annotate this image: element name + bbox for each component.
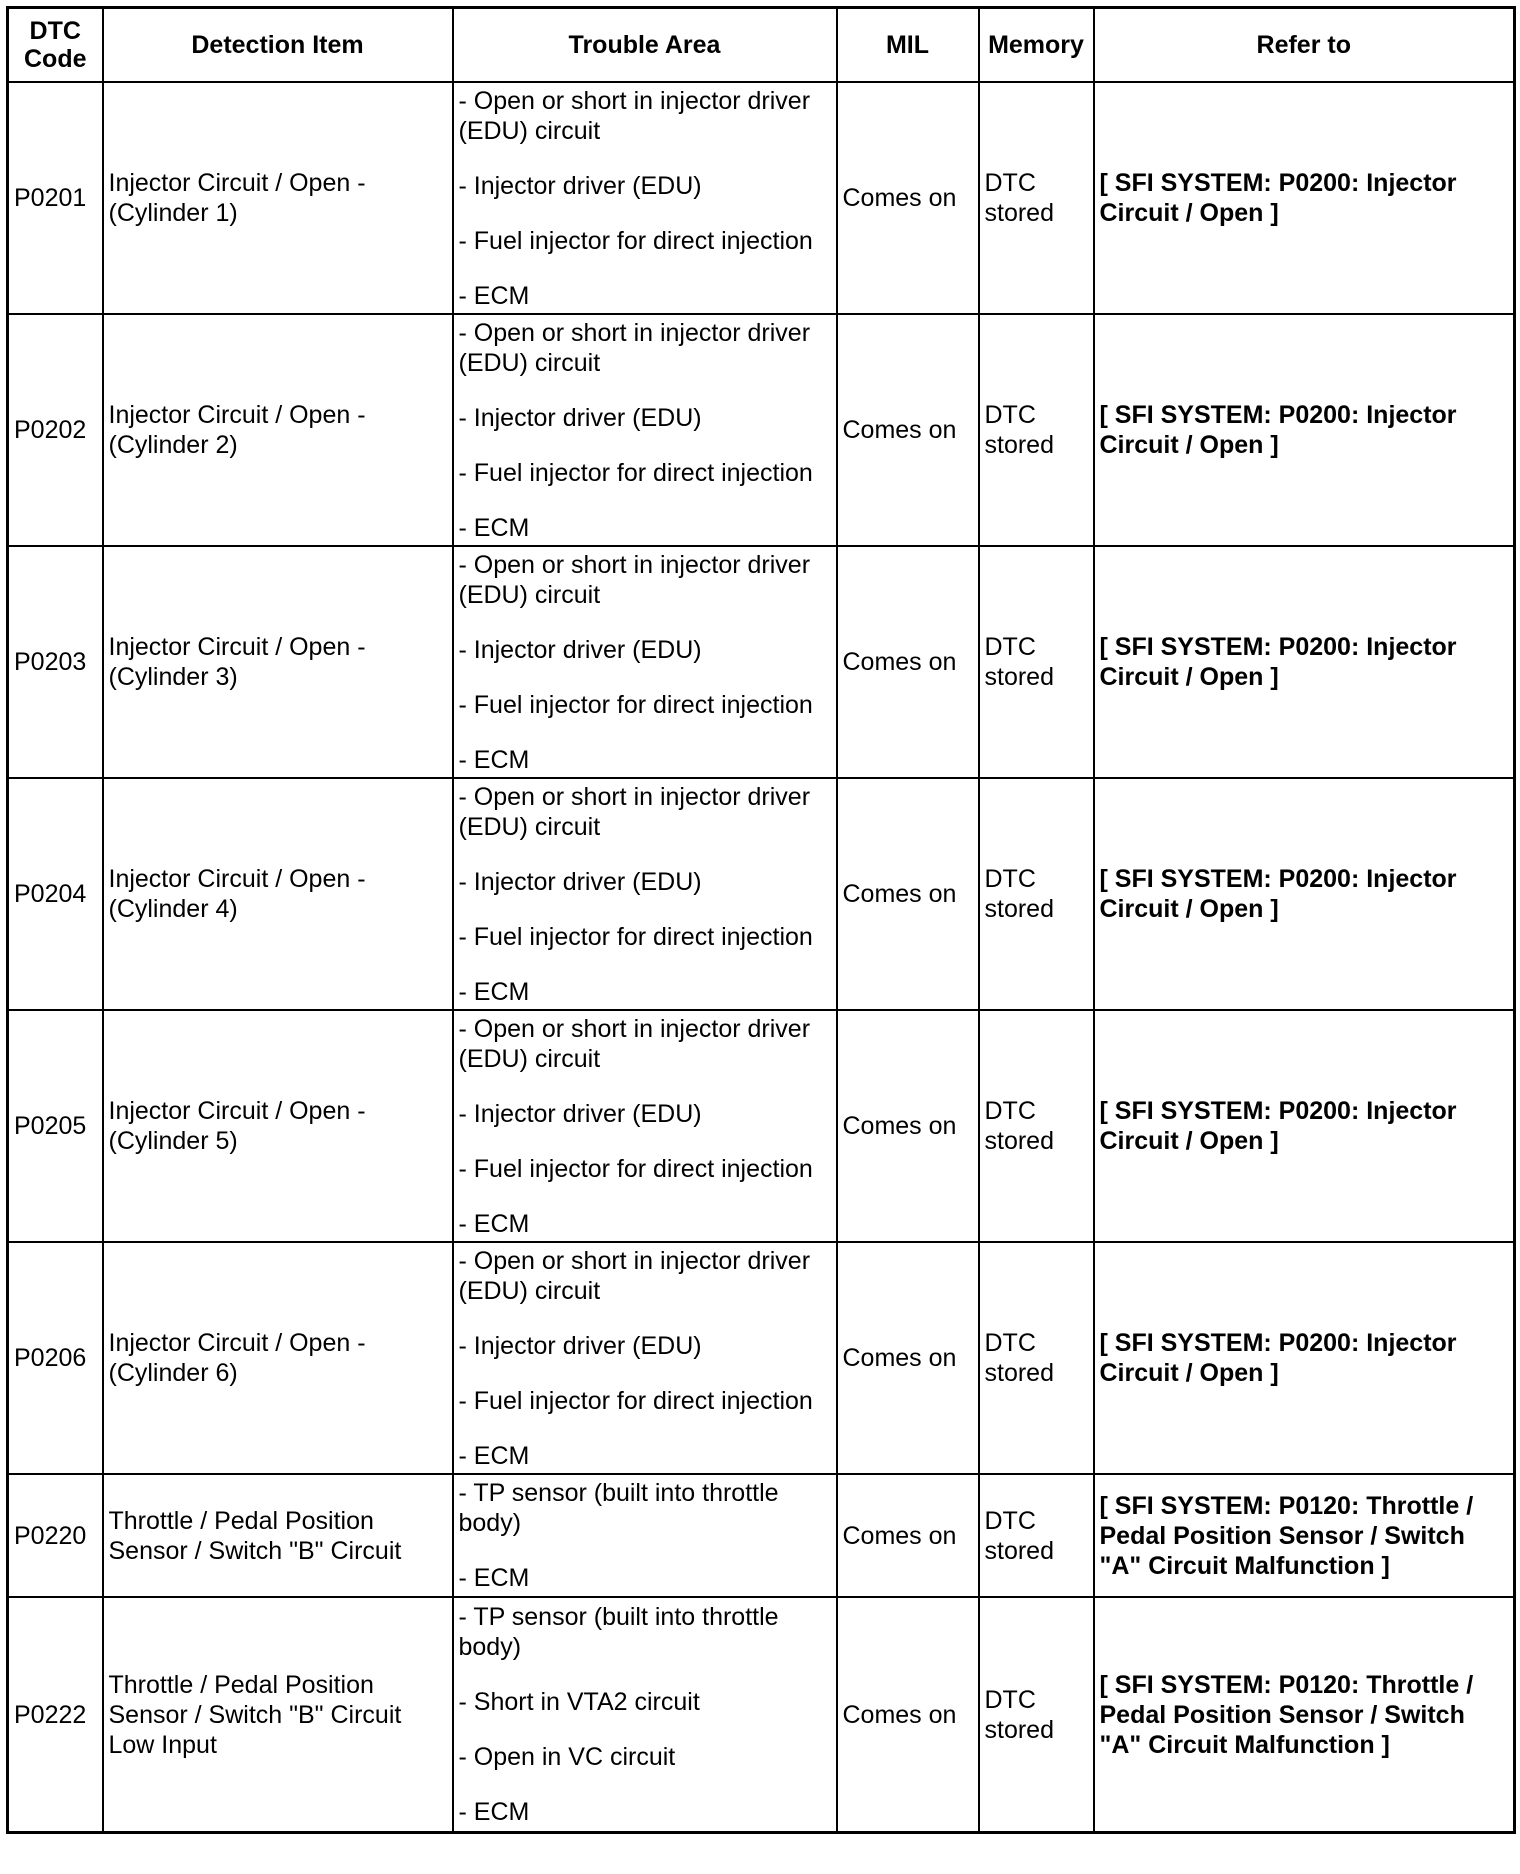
mil-cell: Comes on — [837, 82, 979, 314]
trouble-area-cell — [453, 82, 837, 314]
trouble-area-cell — [453, 1010, 837, 1242]
refer-to-cell: [ SFI SYSTEM: P0120: Throttle / Pedal Position Sensor / Switch "A" Circuit Malfunction ] — [1094, 1597, 1515, 1833]
trouble-area-item: - Short in VTA2 circuit — [458, 1688, 700, 1716]
refer-to-cell: [ SFI SYSTEM: P0200: Injector Circuit / Open ] — [1094, 546, 1515, 778]
trouble-area-item: - Open or short in injector driver (EDU) circuit — [458, 550, 811, 609]
trouble-area-item: - Injector driver (EDU) — [458, 867, 702, 896]
dtc-code-cell: P0222 — [8, 1597, 103, 1833]
detection-item-cell: Throttle / Pedal Position Sensor / Switch "B" Circuit Low Input — [103, 1597, 453, 1833]
header-row — [8, 8, 1515, 83]
header-memory: Memory — [979, 8, 1094, 83]
trouble-area-item: - Injector driver (EDU) — [458, 171, 702, 200]
dtc-code-cell: P0220 — [8, 1474, 103, 1597]
trouble-area-item: - Fuel injector for direct injection — [458, 1154, 813, 1183]
refer-to-cell: [ SFI SYSTEM: P0200: Injector Circuit / Open ] — [1094, 1010, 1515, 1242]
table-row — [8, 1010, 1515, 1242]
dtc-code-cell: P0206 — [8, 1242, 103, 1474]
memory-cell: DTC stored — [979, 1597, 1094, 1833]
table-row — [8, 546, 1515, 778]
mil-cell: Comes on — [837, 778, 979, 1010]
trouble-area-item: - Fuel injector for direct injection — [458, 458, 813, 487]
table-row — [8, 1242, 1515, 1474]
header-dtc-code: DTC Code — [8, 8, 103, 83]
trouble-area-item: - ECM — [458, 1564, 530, 1592]
table-row — [8, 778, 1515, 1010]
trouble-area-cell — [453, 546, 837, 778]
mil-cell: Comes on — [837, 546, 979, 778]
dtc-table — [6, 6, 1516, 1834]
trouble-area-item: - TP sensor (built into throttle body) — [458, 1603, 779, 1661]
mil-cell: Comes on — [837, 1474, 979, 1597]
trouble-area-cell — [453, 778, 837, 1010]
dtc-code-cell: P0201 — [8, 82, 103, 314]
detection-item-cell: Injector Circuit / Open - (Cylinder 1) — [103, 82, 453, 314]
detection-item-cell: Injector Circuit / Open - (Cylinder 3) — [103, 546, 453, 778]
mil-cell: Comes on — [837, 314, 979, 546]
trouble-area-cell — [453, 1597, 837, 1833]
detection-item-cell: Injector Circuit / Open - (Cylinder 4) — [103, 778, 453, 1010]
memory-cell: DTC stored — [979, 1242, 1094, 1474]
header-refer-to: Refer to — [1094, 8, 1515, 83]
table-row — [8, 1597, 1515, 1833]
trouble-area-item: - Fuel injector for direct injection — [458, 922, 813, 951]
header-trouble-area: Trouble Area — [453, 8, 837, 83]
detection-item-cell: Injector Circuit / Open - (Cylinder 2) — [103, 314, 453, 546]
dtc-table-wrapper — [6, 6, 1516, 1834]
trouble-area-item: - ECM — [458, 745, 530, 774]
memory-cell: DTC stored — [979, 1474, 1094, 1597]
trouble-area-item: - ECM — [458, 513, 530, 542]
dtc-code-cell: P0202 — [8, 314, 103, 546]
table-row — [8, 82, 1515, 314]
table-row — [8, 314, 1515, 546]
dtc-code-cell: P0205 — [8, 1010, 103, 1242]
mil-cell: Comes on — [837, 1597, 979, 1833]
table-row — [8, 1474, 1515, 1597]
mil-cell: Comes on — [837, 1242, 979, 1474]
trouble-area-item: - Injector driver (EDU) — [458, 1331, 702, 1360]
trouble-area-cell — [453, 314, 837, 546]
trouble-area-cell — [453, 1242, 837, 1474]
memory-cell: DTC stored — [979, 778, 1094, 1010]
detection-item-cell: Injector Circuit / Open - (Cylinder 5) — [103, 1010, 453, 1242]
refer-to-cell: [ SFI SYSTEM: P0200: Injector Circuit / Open ] — [1094, 1242, 1515, 1474]
trouble-area-item: - Open or short in injector driver (EDU) circuit — [458, 782, 811, 841]
trouble-area-item: - Fuel injector for direct injection — [458, 1386, 813, 1415]
trouble-area-item: - ECM — [458, 1209, 530, 1238]
trouble-area-item: - ECM — [458, 977, 530, 1006]
dtc-code-cell: P0203 — [8, 546, 103, 778]
trouble-area-item: - Fuel injector for direct injection — [458, 690, 813, 719]
dtc-code-cell: P0204 — [8, 778, 103, 1010]
detection-item-cell: Injector Circuit / Open - (Cylinder 6) — [103, 1242, 453, 1474]
trouble-area-item: - Open or short in injector driver (EDU) circuit — [458, 86, 811, 145]
refer-to-cell: [ SFI SYSTEM: P0200: Injector Circuit / Open ] — [1094, 778, 1515, 1010]
trouble-area-item: - Injector driver (EDU) — [458, 635, 702, 664]
trouble-area-cell — [453, 1474, 837, 1597]
refer-to-cell: [ SFI SYSTEM: P0200: Injector Circuit / Open ] — [1094, 314, 1515, 546]
trouble-area-item: - Open or short in injector driver (EDU) circuit — [458, 318, 811, 377]
trouble-area-item: - Fuel injector for direct injection — [458, 226, 813, 255]
trouble-area-item: - Open or short in injector driver (EDU) circuit — [458, 1014, 811, 1073]
trouble-area-item: - Open or short in injector driver (EDU) circuit — [458, 1246, 811, 1305]
memory-cell: DTC stored — [979, 1010, 1094, 1242]
refer-to-cell: [ SFI SYSTEM: P0200: Injector Circuit / Open ] — [1094, 82, 1515, 314]
detection-item-cell: Throttle / Pedal Position Sensor / Switch "B" Circuit — [103, 1474, 453, 1597]
header-mil: MIL — [837, 8, 979, 83]
trouble-area-item: - ECM — [458, 281, 530, 310]
trouble-area-item: - Open in VC circuit — [458, 1743, 676, 1771]
memory-cell: DTC stored — [979, 546, 1094, 778]
trouble-area-item: - ECM — [458, 1798, 530, 1826]
refer-to-cell: [ SFI SYSTEM: P0120: Throttle / Pedal Position Sensor / Switch "A" Circuit Malfunction ] — [1094, 1474, 1515, 1597]
trouble-area-item: - TP sensor (built into throttle body) — [458, 1479, 779, 1537]
mil-cell: Comes on — [837, 1010, 979, 1242]
memory-cell: DTC stored — [979, 82, 1094, 314]
trouble-area-item: - Injector driver (EDU) — [458, 403, 702, 432]
trouble-area-item: - Injector driver (EDU) — [458, 1099, 702, 1128]
memory-cell: DTC stored — [979, 314, 1094, 546]
header-detection-item: Detection Item — [103, 8, 453, 83]
trouble-area-item: - ECM — [458, 1441, 530, 1470]
